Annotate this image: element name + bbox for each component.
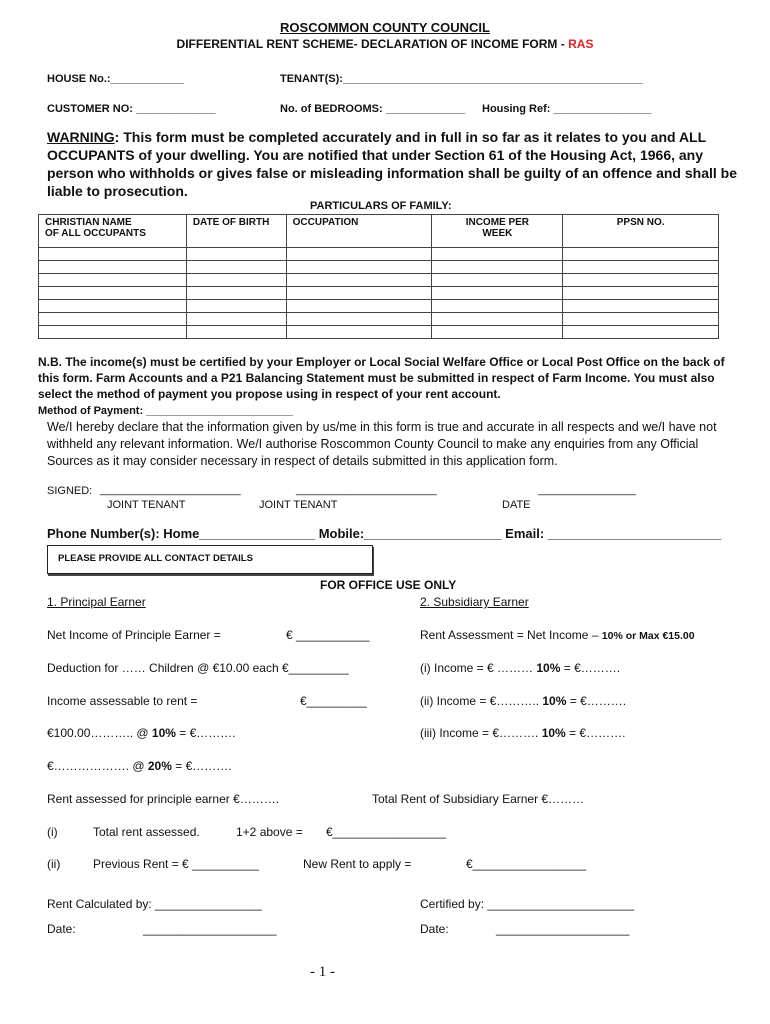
- table-cell[interactable]: [563, 300, 719, 313]
- table-cell[interactable]: [186, 300, 286, 313]
- rent-assessment: [420, 628, 695, 642]
- above-label: 1+2 above =: [236, 825, 303, 839]
- income-iii-row: [420, 726, 625, 740]
- family-table: [38, 214, 719, 339]
- column-header: OCCUPATION: [286, 215, 432, 248]
- contact-box-label: PLEASE PROVIDE ALL CONTACT DETAILS: [58, 553, 253, 564]
- family-table-header: [39, 215, 719, 248]
- income-ii-rate: 10%: [542, 694, 567, 708]
- table-cell[interactable]: [186, 287, 286, 300]
- table-row: [39, 326, 719, 339]
- table-cell[interactable]: [432, 274, 563, 287]
- date-label: DATE: [502, 499, 531, 511]
- table-cell[interactable]: [563, 313, 719, 326]
- joint-tenant-label-1: JOINT TENANT: [107, 499, 186, 511]
- subsidiary-earner-heading: 2. Subsidiary Earner: [420, 595, 529, 609]
- net-income-label: Net Income of Principle Earner =: [47, 628, 221, 642]
- total-rent-field[interactable]: €_________________: [326, 825, 447, 839]
- table-row: [39, 287, 719, 300]
- table-cell[interactable]: [432, 326, 563, 339]
- column-header: CHRISTIAN NAME OF ALL OCCUPANTS: [39, 215, 187, 248]
- date-1-label: Date:: [47, 922, 76, 936]
- table-cell[interactable]: [186, 274, 286, 287]
- family-table-body: [39, 248, 719, 339]
- income-ii-result: = €……….: [569, 694, 627, 708]
- table-cell[interactable]: [39, 300, 187, 313]
- table-cell[interactable]: [186, 261, 286, 274]
- table-row: [39, 248, 719, 261]
- office-use-title: FOR OFFICE USE ONLY: [320, 578, 457, 592]
- table-cell[interactable]: [563, 274, 719, 287]
- calc-10-rate: 10%: [151, 726, 176, 740]
- table-cell[interactable]: [286, 326, 432, 339]
- table-cell[interactable]: [286, 261, 432, 274]
- column-header: PPSN NO.: [563, 215, 719, 248]
- signature-line-1[interactable]: _______________________: [100, 484, 241, 496]
- item-i-label: (i): [47, 825, 58, 839]
- date-2-field[interactable]: ____________________: [496, 922, 630, 936]
- table-cell[interactable]: [432, 287, 563, 300]
- table-cell[interactable]: [286, 300, 432, 313]
- calc-10-result: = €……….: [179, 726, 236, 740]
- table-cell[interactable]: [39, 313, 187, 326]
- warning-text: : This form must be completed accurately and in full in so far as it relates to you and ALL OCCUPANTS of your dwelling. You are notified that under Section 61 of the Housing Act, 1966, any person who withholds or gives false or misleading information shall be guilty of an offence and shall be liable to prosecution.: [47, 129, 737, 199]
- income-iii-rate: 10%: [541, 726, 566, 740]
- net-income-field[interactable]: € ___________: [286, 628, 370, 642]
- table-cell[interactable]: [39, 287, 187, 300]
- income-i-rate: 10%: [536, 661, 561, 675]
- calc-20-row: [47, 759, 232, 773]
- signature-line-2[interactable]: _______________________: [296, 484, 437, 496]
- calc-10-row: [47, 726, 236, 740]
- calculated-by-field[interactable]: Rent Calculated by: ________________: [47, 897, 262, 911]
- item-ii-label: (ii): [47, 857, 61, 871]
- rent-assessment-text: Rent Assessment = Net Income –: [420, 628, 599, 642]
- column-header: INCOME PER WEEK: [432, 215, 563, 248]
- contact-numbers-field[interactable]: Phone Number(s): Home________________ Mobile:___________________ Email: ________________________: [47, 526, 722, 541]
- table-cell[interactable]: [563, 248, 719, 261]
- table-cell[interactable]: [39, 248, 187, 261]
- table-cell[interactable]: [186, 313, 286, 326]
- table-row: [39, 274, 719, 287]
- new-rent-field[interactable]: €_________________: [466, 857, 587, 871]
- method-of-payment-field[interactable]: Method of Payment: ________________________: [38, 405, 293, 417]
- contact-details-box: [47, 545, 373, 574]
- warning-paragraph: [47, 128, 737, 200]
- table-row: [39, 313, 719, 326]
- bedrooms-field[interactable]: No. of BEDROOMS: _____________: [280, 103, 466, 115]
- declaration-paragraph: We/I hereby declare that the information given by us/me in this form is true and accurate in all respects and we/I have not withheld any relevant information. We/I authorise Roscommon County Council to make any enquiries from any Official Sources as it may consider necessary in respect of details submitted in this application form.: [47, 420, 717, 468]
- assessable-label: Income assessable to rent =: [47, 694, 198, 708]
- table-cell[interactable]: [432, 248, 563, 261]
- total-subsidiary-field[interactable]: Total Rent of Subsidiary Earner €………: [372, 792, 585, 806]
- house-no-field[interactable]: HOUSE No.:____________: [47, 73, 184, 85]
- income-ii-row: [420, 694, 626, 708]
- form-title-text: DIFFERENTIAL RENT SCHEME- DECLARATION OF INCOME FORM -: [176, 37, 565, 51]
- table-row: [39, 261, 719, 274]
- income-i-result: = €……….: [563, 661, 621, 675]
- joint-tenant-label-2: JOINT TENANT: [259, 499, 338, 511]
- table-cell[interactable]: [186, 326, 286, 339]
- table-cell[interactable]: [39, 261, 187, 274]
- table-cell[interactable]: [286, 274, 432, 287]
- income-ii-label: (ii) Income = €………..: [420, 694, 540, 708]
- calc-10-base: €100.00……….. @: [47, 726, 149, 740]
- calc-20-result: = €……….: [175, 759, 232, 773]
- warning-label: WARNING: [47, 129, 115, 145]
- children-deduction-field[interactable]: Deduction for …… Children @ €10.00 each €_________: [47, 661, 349, 675]
- table-cell[interactable]: [286, 313, 432, 326]
- signature-date-line[interactable]: ________________: [538, 484, 636, 496]
- table-cell[interactable]: [563, 287, 719, 300]
- table-cell[interactable]: [432, 313, 563, 326]
- table-cell[interactable]: [563, 326, 719, 339]
- council-name: ROSCOMMON COUNTY COUNCIL: [280, 20, 490, 35]
- assessable-field[interactable]: €_________: [300, 694, 367, 708]
- date-2-label: Date:: [420, 922, 449, 936]
- column-header: DATE OF BIRTH: [186, 215, 286, 248]
- income-iii-label: (iii) Income = €……….: [420, 726, 539, 740]
- page-number: - 1 -: [310, 964, 335, 980]
- previous-rent-field[interactable]: Previous Rent = € __________: [93, 857, 259, 871]
- income-i-label: (i) Income = € ………: [420, 661, 534, 675]
- table-cell[interactable]: [186, 248, 286, 261]
- housing-ref-field[interactable]: Housing Ref: ________________: [482, 103, 652, 115]
- table-cell[interactable]: [39, 326, 187, 339]
- form-code: RAS: [568, 37, 594, 51]
- calc-20-base: €………………. @: [47, 759, 145, 773]
- table-cell[interactable]: [39, 274, 187, 287]
- table-row: [39, 300, 719, 313]
- rent-assessment-rate: 10% or Max €15.00: [601, 630, 695, 642]
- calc-20-rate: 20%: [147, 759, 172, 773]
- income-iii-result: = €……….: [569, 726, 626, 740]
- table-cell[interactable]: [286, 287, 432, 300]
- table-cell[interactable]: [563, 261, 719, 274]
- total-rent-label: Total rent assessed.: [93, 825, 200, 839]
- tenants-field[interactable]: TENANT(S):_________________________________________________: [280, 73, 643, 85]
- principal-earner-heading: 1. Principal Earner: [47, 595, 146, 609]
- table-cell[interactable]: [432, 300, 563, 313]
- date-1-field[interactable]: ____________________: [143, 922, 277, 936]
- income-i-row: [420, 661, 620, 675]
- form-title: [0, 37, 770, 51]
- certified-by-field[interactable]: Certified by: ______________________: [420, 897, 635, 911]
- table-cell[interactable]: [286, 248, 432, 261]
- family-title: PARTICULARS OF FAMILY:: [310, 200, 452, 212]
- new-rent-label: New Rent to apply =: [303, 857, 412, 871]
- table-cell[interactable]: [432, 261, 563, 274]
- signed-label: SIGNED:: [47, 485, 93, 497]
- customer-no-field[interactable]: CUSTOMER NO: _____________: [47, 103, 216, 115]
- rent-principal-field[interactable]: Rent assessed for principle earner €……….: [47, 792, 280, 806]
- income-note: N.B. The income(s) must be certified by your Employer or Local Social Welfare Office or Local Post Office on the back of this form. Farm Accounts and a P21 Balancing Statement must be submitted in respect of Farm Income. You must also select the method of payment you propose using in respect of your rent account.: [38, 355, 725, 401]
